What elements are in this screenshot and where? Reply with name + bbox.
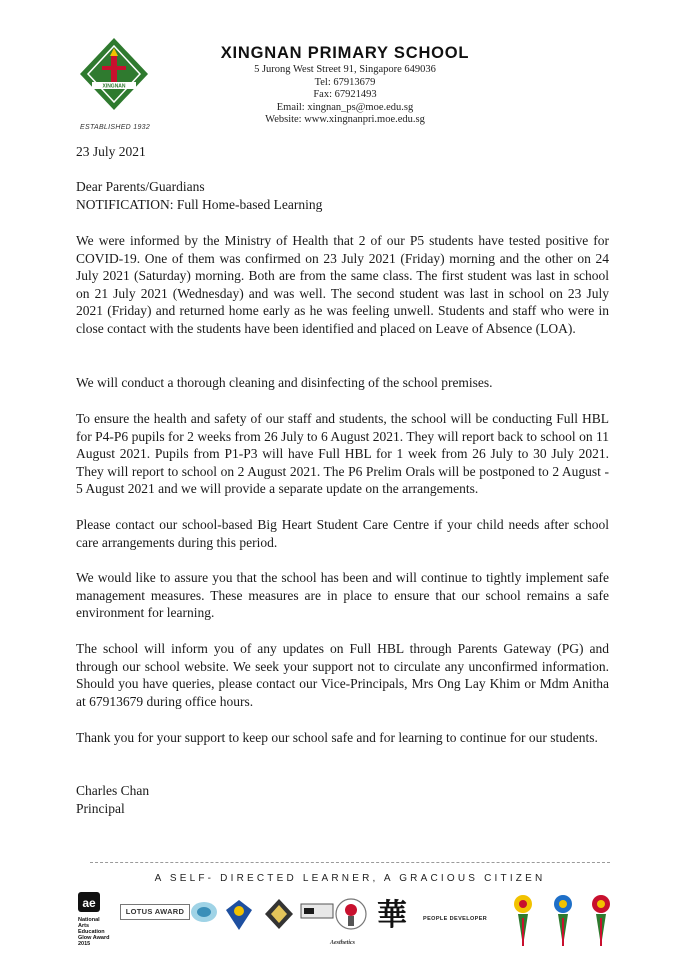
school-name: XINGNAN PRIMARY SCHOOL [220,44,470,62]
school-motto: A SELF- DIRECTED LEARNER, A GRACIOUS CITIZEN [154,873,546,884]
paragraph-safe-measures: We would like to assure you that the school has been and will continue to tightly implement safe management measures. These measures are in place to ensure that our school remains a safe environment for learning. [76,570,609,621]
aesthetics-award-logo [334,894,368,938]
signature-block [76,782,149,818]
website: Website: www.xingnanpri.moe.edu.sg [265,114,425,126]
lotus-award-logo: LOTUS AWARD [120,904,190,920]
letter-date: 23 July 2021 [76,144,146,159]
national-arts-education-award-logo [78,892,114,948]
established-year: ESTABLISHED 1932 [80,124,151,131]
achievement-award-logo [264,898,294,930]
paragraph-updates-contact: The school will inform you of any updates on Full HBL through Parents Gateway (PG) and through our school website. We seek your support not to circulate any unconfirmed information. Should you have queries, please contact our Vice-Principals, Mrs Ong Lay Khim or Mdm Anitha at 67913679 during office hours. [76,641,609,709]
svg-text:ae: ae [82,896,96,910]
signatory-title: Principal [76,801,125,816]
logo-text: XINGNAN [102,83,126,90]
best-practice-award-logo-3 [584,888,618,948]
signatory-name: Charles Chan [76,783,150,798]
chinese-character-award-logo: 華 [377,898,407,933]
aesthetics-label: Aesthetics [330,940,355,946]
salutation: Dear Parents/Guardians [76,179,205,194]
paragraph-cleaning: We will conduct a thorough cleaning and disinfecting of the school premises. [76,375,493,390]
arts-award-mark-icon [78,892,100,912]
subject-line: NOTIFICATION: Full Home-based Learning [76,197,323,212]
email: Email: xingnan_ps@moe.edu.sg [276,101,414,113]
sports-award-logo [224,898,254,932]
award-badges-row [78,888,618,948]
footer-divider [90,862,610,863]
people-developer-logo: PEOPLE DEVELOPER [423,916,488,922]
salutation-block [76,178,322,214]
paragraph-covid-cases: We were informed by the Ministry of Health that 2 of our P5 students have tested positive for COVID-19. One of them was confirmed on 23 July 2021 (Friday) morning and the other on 24 July 2021 (Saturday) morning. Both are from the same class. The first student was last in school on 21 July 2021 (Wednesday) and was well. The second student was last in school on 23 July 2021 (Friday) and returned home early as he was feeling unwell. Students and staff who were in close contact with the students have been identified and placed on Leave of Absence (LOA). [76,233,609,336]
arts-award-text: National Arts Education Glow Award 2015 [78,917,110,947]
best-practice-award-logo-1 [506,888,540,948]
character-award-logo [300,900,334,922]
fax: Fax: 67921493 [313,89,377,101]
paragraph-thanks: Thank you for your support to keep our school safe and for learning to continue for our students. [76,730,598,745]
best-practice-award-logo-2 [546,888,580,948]
paragraph-hbl-schedule: To ensure the health and safety of our staff and students, the school will be conducting Full HBL for P4-P6 pupils for 2 weeks from 26 July to 6 August 2021. They will report back to school on 11 August 2021. Pupils from P1-P3 will have Full HBL for 1 week from 26 July to 30 July 2021. They will report to school on 2 August 2021. The P6 Prelim Orals will be postponed to 2 August - 5 August 2021 and we will provide a separate update on the arrangements. [76,411,609,497]
health-award-logo [190,900,218,924]
school-crest-logo [78,36,150,120]
telephone: Tel: 67913679 [314,76,376,88]
contact-block [220,64,470,127]
address: 5 Jurong West Street 91, Singapore 649036 [254,64,436,75]
paragraph-student-care: Please contact our school-based Big Heart Student Care Centre if your child needs after school care arrangements during this period. [76,517,609,550]
